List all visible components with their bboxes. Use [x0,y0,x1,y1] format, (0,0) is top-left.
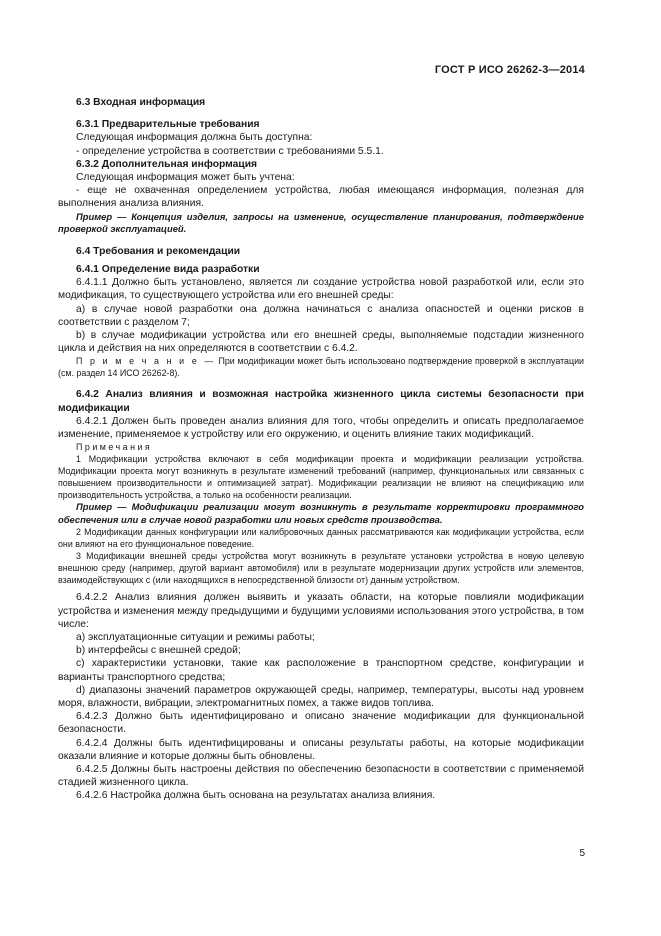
list-item: - еще не охваченная определением устройства, любая имеющаяся информация, полезная для выполнения анализа влияния. [58,185,584,210]
standard-header: ГОСТ Р ИСО 26262-3—2014 [434,64,585,76]
paragraph-6-4-2-6: 6.4.2.6 Настройка должна быть основана на результатах анализа влияния. [76,790,436,802]
section-6-4-2-title: 6.4.2 Анализ влияния и возможная настройка жизненного цикла системы безопасности при модификации [58,389,584,414]
note-label: П р и м е ч а н и е — [76,356,216,367]
note-1: 1 Модификации устройства включают в себя модификации проекта и модификации реализации устройства. Модификации проекта могут возникнуть в результате изменений требований (например, функциональных или связанных с повышением производительности и оптимизацией затрат). Модификации реализации не влияют на спецификацию или производительность устройства, а только на особенности реализации. [58,454,584,501]
note-3: 3 Модификации внешней среды устройства могут возникнуть в результате установки устройства в новую целевую внешнюю среду (например, другой вариант автомобиля) или в результате модернизации других устройств или элементов, взаимодействующих с (или находящихся в непосредственной близости от) данным устройством. [58,551,584,586]
note-2: 2 Модификации данных конфигурации или калибровочных данных рассматриваются как модификации устройства, если они влияют на его функциональное поведение. [58,527,584,550]
section-6-3-2-title: 6.3.2 Дополнительная информация [76,158,258,170]
list-item: b) интерфейсы с внешней средой; [76,645,241,657]
paragraph-6-4-2-3: 6.4.2.3 Должно быть идентифицировано и описано значение модификации для функциональной безопасности. [58,711,584,736]
paragraph-6-4-2-5: 6.4.2.5 Должны быть настроены действия по обеспечению безопасности в соответствии с применяемой стадией жизненного цикла. [58,764,584,789]
paragraph-6-4-2-1: 6.4.2.1 Должен быть проведен анализ влияния для того, чтобы определить и описать предполагаемое изменение, применяемое к устройству или его окружению, и оценить влияние таких модификаций. [58,415,584,441]
notes-label: Примечания [76,442,153,453]
paragraph-6-4-2-2: 6.4.2.2 Анализ влияния должен выявить и указать области, на которые повлияли модификации устройства и изменения между предыдущими и будущими условиями использования этого устройства, в том числе: [58,592,584,630]
section-6-3-1-title: 6.3.1 Предварительные требования [76,119,260,131]
page-content [58,96,584,803]
list-item-b: b) в случае модификации устройства или его внешней среды, выполняемые подстадии жизненного цикла и действия на них определяются в соответствии с 6.4.2. [58,330,584,355]
paragraph: Следующая информация должна быть доступна: [76,132,313,144]
page-number: 5 [579,848,585,859]
note [58,355,584,379]
paragraph: Следующая информация может быть учтена: [76,172,295,184]
section-6-3-title: 6.3 Входная информация [76,97,206,108]
list-item: - определение устройства в соответствии с требованиями 5.5.1. [76,145,384,157]
list-item: d) диапазоны значений параметров окружающей среды, например, температуры, высоты над уровнем моря, влажности, вибрации, электромагнитных помех, а также видов топлива. [58,684,584,710]
paragraph-6-4-2-4: 6.4.2.4 Должны быть идентифицированы и описаны результаты работы, на которые модификации оказали влияние и которые должны быть обновлены. [58,737,584,762]
list-item-a: а) в случае новой разработки она должна начинаться с анализа опасностей и оценки рисков в соответствии с разделом 7; [58,303,584,328]
note-text: При модификации может быть использовано подтверждение проверкой в эксплуатации (см. раздел 14 ИСО 26262-8). [58,356,584,379]
list-item: с) характеристики установки, такие как расположение в транспортном средстве, конфигурации и варианты транспортного средства; [58,658,584,683]
example-text: Пример — Модификации реализации могут возникнуть в результате корректировки программного обеспечения или в случае новой разработки или новых средств производства. [58,501,584,525]
example-text: Пример — Концепция изделия, запросы на изменение, осуществление планирования, подтверждение проверкой эксплуатацией. [58,210,584,235]
list-item: а) эксплуатационные ситуации и режимы работы; [76,632,315,644]
paragraph-6-4-1-1: 6.4.1.1 Должно быть установлено, является ли создание устройства новой разработкой или, если это модификация, то существующего устройства или его внешней среды: [58,277,584,302]
section-6-4-1-title: 6.4.1 Определение вида разработки [76,264,260,276]
section-6-4-title: 6.4 Требования и рекомендации [76,245,241,257]
